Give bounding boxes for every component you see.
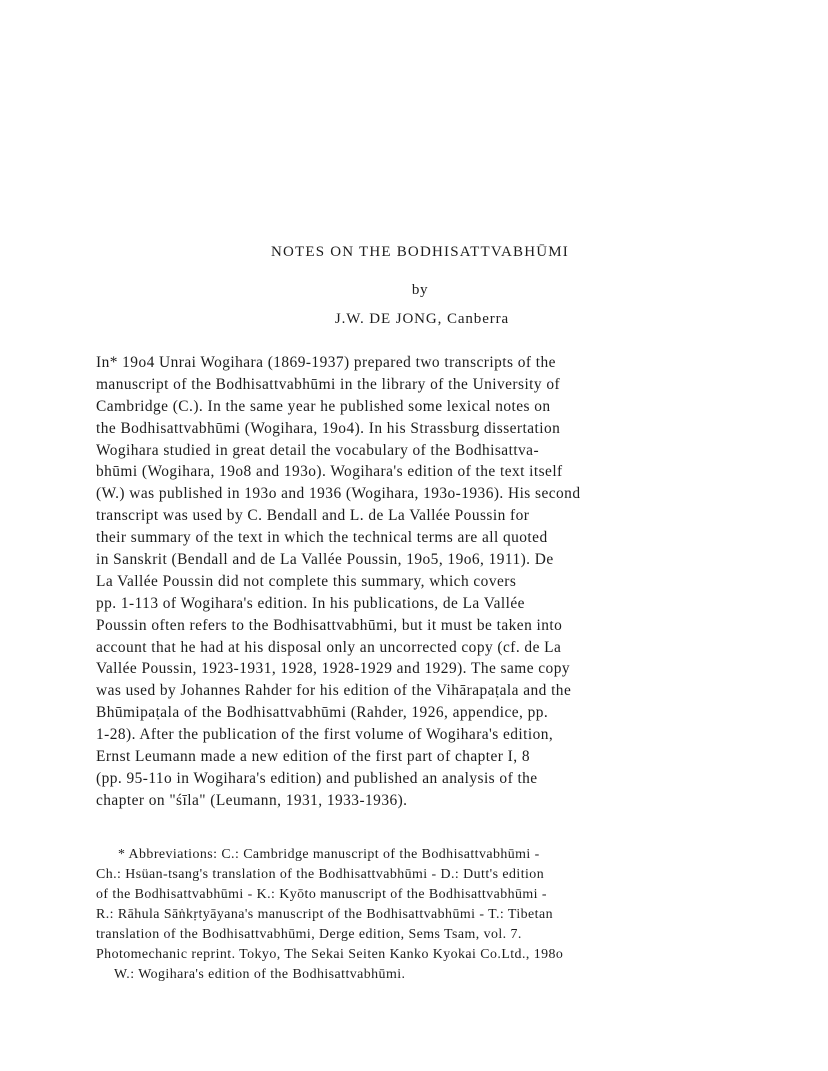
byline-by: by	[411, 282, 429, 298]
body-line: Vallée Poussin, 1923-1931, 1928, 1928-1929 and 1929). The same copy	[96, 660, 570, 678]
footnote-line: Photomechanic reprint. Tokyo, The Sekai Seiten Kanko Kyokai Co.Ltd., 198o	[96, 947, 564, 962]
body-line: pp. 1-113 of Wogihara's edition. In his publications, de La Vallée	[96, 594, 525, 612]
footnote-line: of the Bodhisattvabhūmi - K.: Kyōto manuscript of the Bodhisattvabhūmi -	[96, 887, 547, 902]
body-line: (W.) was published in 193o and 1936 (Wogihara, 193o-1936). His second	[96, 485, 581, 503]
footnote	[96, 845, 756, 985]
body-line: Ernst Leumann made a new edition of the first part of chapter I, 8	[96, 748, 530, 766]
body-line: 1-28). After the publication of the first volume of Wogihara's edition,	[96, 726, 554, 744]
body-line: (pp. 95-11o in Wogihara's edition) and published an analysis of the	[96, 769, 538, 787]
author-line: J.W. DE JONG, Canberra	[334, 311, 510, 327]
body-line: Cambridge (C.). In the same year he published some lexical notes on	[96, 397, 551, 415]
footnote-line: R.: Rāhula Sāṅkṛtyāyana's manuscript of the Bodhisattvabhūmi - T.: Tibetan	[96, 907, 553, 922]
footnote-line: W.: Wogihara's edition of the Bodhisattvabhūmi.	[114, 967, 406, 982]
body-line: transcript was used by C. Bendall and L. de La Vallée Poussin for	[96, 507, 530, 525]
body-line: was used by Johannes Rahder for his edition of the Vihārapaṭala and the	[96, 682, 572, 700]
body-line: Bhūmipaṭala of the Bodhisattvabhūmi (Rahder, 1926, appendice, pp.	[96, 704, 549, 722]
body-line: In* 19o4 Unrai Wogihara (1869-1937) prepared two transcripts of the	[96, 354, 556, 371]
body-line: bhūmi (Wogihara, 19o8 and 193o). Wogihara's edition of the text itself	[96, 463, 563, 481]
page-title: NOTES ON THE BODHISATTVABHŪMI	[270, 244, 569, 260]
body-line: the Bodhisattvabhūmi (Wogihara, 19o4). In his Strassburg dissertation	[96, 419, 561, 437]
body-line: their summary of the text in which the technical terms are all quoted	[96, 529, 548, 547]
footnote-line: * Abbreviations: C.: Cambridge manuscript of the Bodhisattvabhūmi -	[118, 847, 540, 862]
body-line: chapter on "śīla" (Leumann, 1931, 1933-1936).	[96, 791, 408, 809]
footnote-line: Ch.: Hsüan-tsang's translation of the Bodhisattvabhūmi - D.: Dutt's edition	[96, 867, 545, 882]
body-line: Poussin often refers to the Bodhisattvabhūmi, but it must be taken into	[96, 616, 563, 634]
body-line: La Vallée Poussin did not complete this summary, which covers	[96, 572, 517, 590]
body-line: Wogihara studied in great detail the vocabulary of the Bodhisattva-	[96, 441, 540, 459]
body-line: manuscript of the Bodhisattvabhūmi in the library of the University of	[96, 375, 561, 393]
body-line: in Sanskrit (Bendall and de La Vallée Poussin, 19o5, 19o6, 1911). De	[96, 551, 554, 569]
footnote-line: translation of the Bodhisattvabhūmi, Derge edition, Sems Tsam, vol. 7.	[96, 927, 522, 942]
body-paragraph	[96, 352, 756, 812]
body-line: account that he had at his disposal only an uncorrected copy (cf. de La	[96, 638, 562, 656]
